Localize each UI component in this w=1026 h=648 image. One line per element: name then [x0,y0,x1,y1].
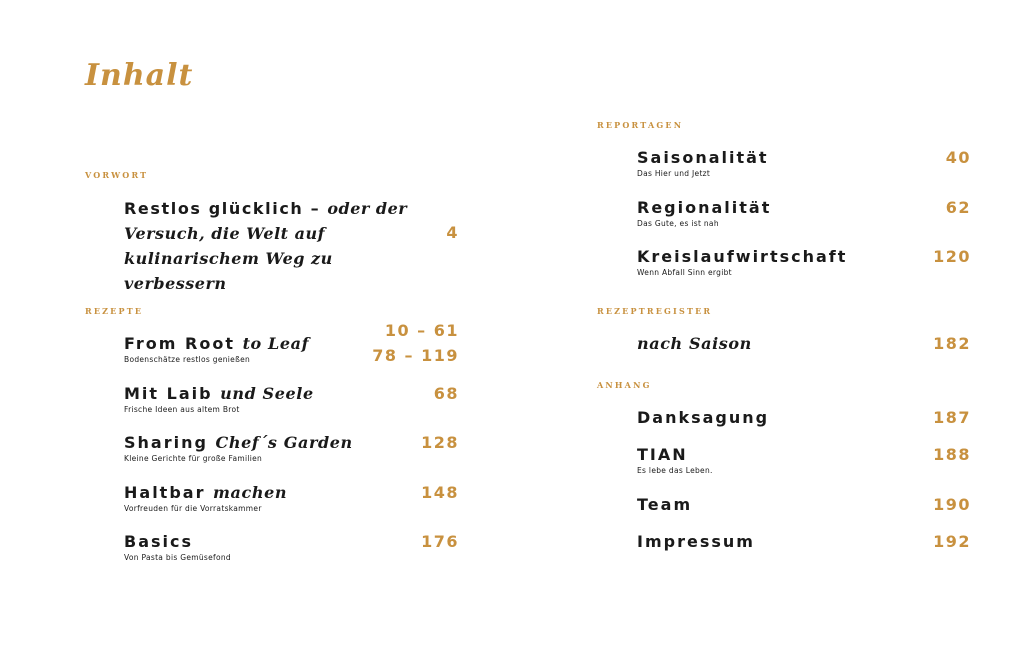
page-number: 148 [421,483,459,502]
page-number: 192 [933,532,971,551]
entry-subtitle: Wenn Abfall Sinn ergibt [637,268,732,277]
entry-subtitle: Frische Ideen aus altem Brot [124,405,240,414]
toc-entry-from-root-to-leaf[interactable] [124,334,309,364]
entry-title-regular: Basics [124,532,194,551]
page-number: 188 [933,445,971,464]
toc-entry-team[interactable] [637,495,692,514]
page-number-secondary: 78 – 119 [372,346,459,365]
entry-subtitle: Das Gute, es ist nah [637,219,719,228]
toc-entry-haltbar-machen[interactable] [124,483,287,513]
page-number: 40 [945,148,971,167]
entry-subtitle: Bodenschätze restlos genießen [124,355,251,364]
toc-entry-impressum[interactable] [637,532,755,551]
entry-title-italic: to Leaf [242,334,310,353]
page-number: 128 [421,433,459,452]
entry-title-regular: From Root [124,334,243,353]
entry-subtitle: Von Pasta bis Gemüsefond [124,553,231,562]
page-title: Inhalt [85,58,194,93]
entry-title: TIAN [637,445,688,464]
page-number: 187 [933,408,971,427]
vorwort-title-italic: oder der Versuch, die Welt auf kulinarischem Weg zu verbessern [124,199,408,293]
toc-entry-regionalitaet[interactable] [637,198,771,228]
section-heading-vorwort: VORWORT [85,170,149,180]
entry-title-italic: machen [213,483,288,502]
entry-title: Saisonalität [637,148,769,167]
page-number: 62 [945,198,971,217]
section-heading-rezeptregister: REZEPTREGISTER [597,306,713,316]
entry-title-italic: nach Saison [637,334,752,353]
entry-title: Team [637,495,693,514]
page-number: 182 [933,334,971,353]
toc-entry-nach-saison[interactable] [637,334,752,353]
entry-title-regular: Haltbar [124,483,214,502]
section-heading-reportagen: REPORTAGEN [597,120,684,130]
toc-entry-tian[interactable] [637,445,713,475]
vorwort-title-regular: Restlos glücklich – [124,199,328,218]
section-heading-rezepte: REZEPTE [85,306,144,316]
entry-title-italic: Chef´s Garden [215,433,353,452]
page-number: 10 – 61 [384,321,459,340]
entry-subtitle: Das Hier und Jetzt [637,169,711,178]
toc-entry-sharing-chefs-garden[interactable] [124,433,353,463]
entry-title: Impressum [637,532,755,551]
entry-subtitle: Vorfreuden für die Vorratskammer [124,504,262,513]
page-number: 120 [933,247,971,266]
entry-title: Regionalität [637,198,772,217]
entry-title: Danksagung [637,408,770,427]
toc-entry-danksagung[interactable] [637,408,769,427]
page-number: 176 [421,532,459,551]
toc-entry-mit-laib-und-seele[interactable] [124,384,314,414]
section-heading-anhang: ANHANG [597,380,652,390]
page-number: 68 [433,384,459,403]
entry-subtitle: Kleine Gerichte für große Familien [124,454,263,463]
page-number-vorwort: 4 [446,223,459,242]
entry-title-regular: Sharing [124,433,216,452]
entry-title-regular: Mit Laib [124,384,221,403]
toc-entry-basics[interactable] [124,532,231,562]
entry-title: Kreislaufwirtschaft [637,247,848,266]
page-number: 190 [933,495,971,514]
toc-entry-saisonalitaet[interactable] [637,148,769,178]
toc-entry-vorwort[interactable] [124,196,414,296]
toc-entry-kreislaufwirtschaft[interactable] [637,247,847,277]
entry-subtitle: Es lebe das Leben. [637,466,713,475]
entry-title-italic: und Seele [220,384,314,403]
